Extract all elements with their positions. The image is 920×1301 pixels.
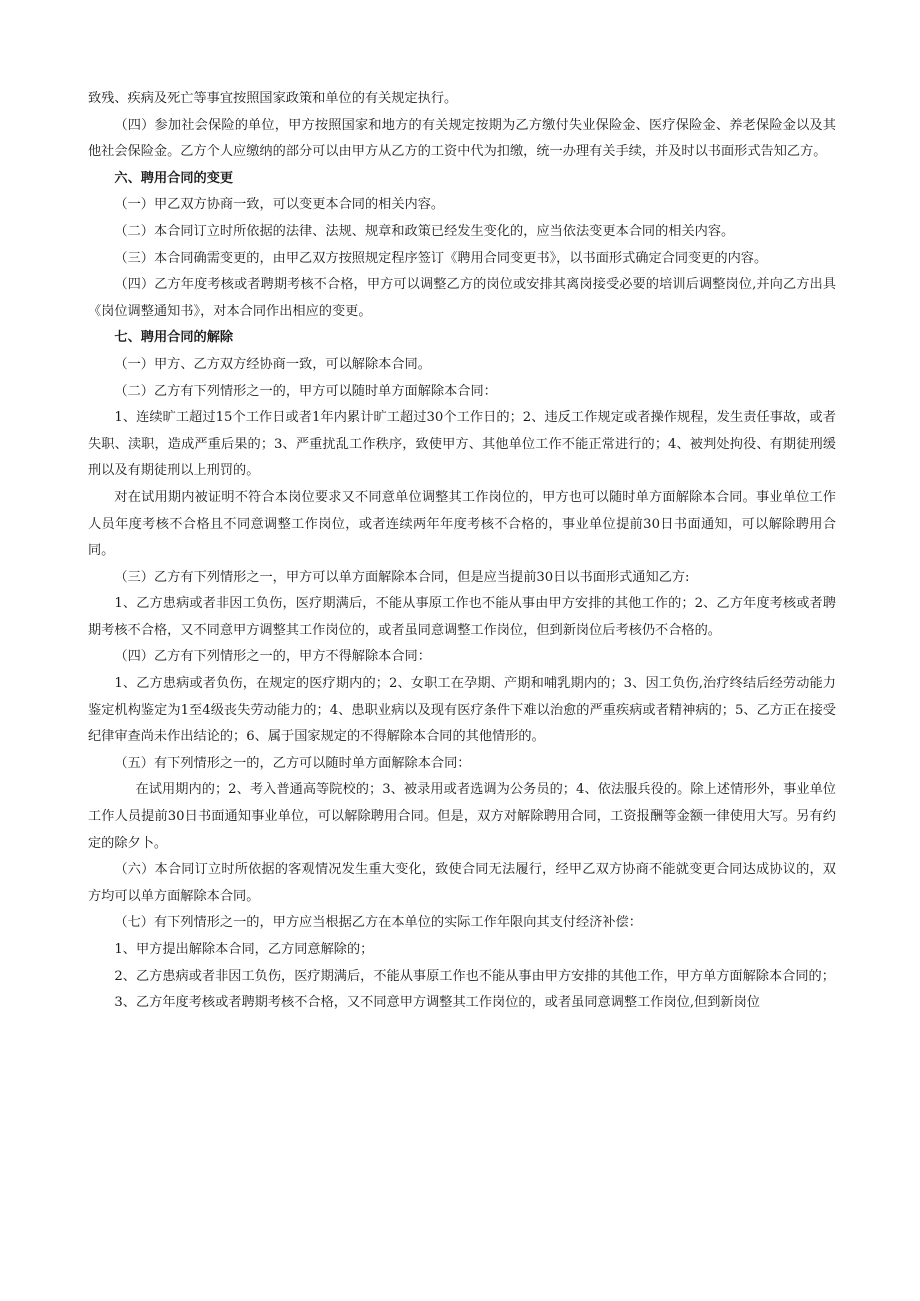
section-heading-contract-change: 六、聘用合同的变更 [114, 170, 234, 186]
paragraph-termination-6: （六）本合同订立时所依据的客观情况发生重大变化，致使合同无法履行，经甲乙双方协商不能就变更合同达成协议的，双方均可以单方面解除本合同。 [88, 862, 836, 904]
paragraph-termination-3: （三）乙方有下列情形之一，甲方可以单方面解除本合同，但是应当提前30日以书面形式通知乙方: [114, 569, 690, 585]
paragraph-change-4: （四）乙方年度考核或者聘期考核不合格，甲方可以调整乙方的岗位或安排其离岗接受必要的培训后调整岗位,并向乙方出具《岗位调整通知书》，对本合同作出相应的变更。 [88, 277, 836, 319]
paragraph-compensation-1: 1、甲方提出解除本合同，乙方同意解除的； [114, 942, 374, 957]
paragraph-termination-7: （七）有下列情形之一的，甲方应当根据乙方在本单位的实际工作年限向其支付经济补偿： [114, 915, 642, 931]
document-page [88, 86, 836, 1017]
paragraph-change-3: （三）本合同确需变更的，由甲乙双方按照规定程序签订《聘用合同变更书》，以书面形式确定合同变更的内容。 [114, 250, 768, 266]
paragraph-termination-2: （二）乙方有下列情形之一的，甲方可以随时单方面解除本合同： [114, 383, 497, 399]
paragraph-continuation: 致残、疾病及死亡等事宜按照国家政策和单位的有关规定执行。 [88, 91, 458, 106]
paragraph-termination-5-items: 在试用期内的；2、考入普通高等院校的；3、被录用或者选调为公务员的；4、依法服兵役的。除上述情形外，事业单位工作人员提前30日书面通知事业单位，可以解除聘用合同。但是，双方对解除聘用合同，工资报酬等金额一律使用大写。另有约定的除夕卜。 [88, 782, 836, 851]
paragraph-termination-5: （五）有下列情形之一的，乙方可以随时单方面解除本合同： [114, 755, 471, 771]
paragraph-termination-1: （一）甲方、乙方双方经协商一致，可以解除本合同。 [114, 356, 431, 372]
section-heading-contract-termination: 七、聘用合同的解除 [114, 330, 234, 346]
paragraph-termination-3-items: 1、乙方患病或者非因工负伤，医疗期满后，不能从事原工作也不能从事由甲方安排的其他工作的；2、乙方年度考核或者聘期考核不合格，又不同意甲方调整其工作岗位的，或者虽同意调整工作岗位，但到新岗位后考核仍不合格的。 [88, 596, 836, 638]
paragraph-termination-4-items: 1、乙方患病或者负伤，在规定的医疗期内的；2、女职工在孕期、产期和哺乳期内的；3、因工负伤,治疗终结后经劳动能力鉴定机构鉴定为1至4级丧失劳动能力的；4、患职业病以及现有医疗条件下难以治愈的严重疾病或者精神病的；5、乙方正在接受纪律审查尚未作出结论的；6、属于国家规定的不得解除本合同的其他情形的。 [88, 676, 836, 745]
paragraph-social-insurance: （四）参加社会保险的单位，甲方按照国家和地方的有关规定按期为乙方缴付失业保险金、医疗保险金、养老保险金以及其他社会保险金。乙方个人应缴纳的部分可以由甲方从乙方的工资中代为扣缴，统一办理有关手续，并及时以书面形式告知乙方。 [88, 117, 836, 160]
paragraph-change-1: （一）甲乙双方协商一致，可以变更本合同的相关内容。 [114, 197, 445, 213]
paragraph-compensation-3: 3、乙方年度考核或者聘期考核不合格，又不同意甲方调整其工作岗位的，或者虽同意调整工作岗位,但到新岗位 [114, 995, 760, 1011]
paragraph-compensation-2: 2、乙方患病或者非因工负伤，医疗期满后，不能从事原工作也不能从事由甲方安排的其他工作，甲方单方面解除本合同的； [114, 968, 835, 984]
paragraph-termination-2-items: 1、连续旷工超过15个工作日或者1年内累计旷工超过30个工作日的；2、违反工作规定或者操作规程，发生责任事故，或者失职、渎职，造成严重后果的；3、严重扰乱工作秩序，致使甲方、其他单位工作不能正常进行的；4、被判处拘役、有期徒刑缓刑以及有期徒刑以上刑罚的。 [88, 410, 836, 479]
paragraph-change-2: （二）本合同订立时所依据的法律、法规、规章和政策已经发生变化的，应当依法变更本合同的相关内容。 [114, 223, 735, 239]
paragraph-termination-4: （四）乙方有下列情形之一的，甲方不得解除本合同： [114, 649, 431, 665]
paragraph-probation: 对在试用期内被证明不符合本岗位要求又不同意单位调整其工作岗位的，甲方也可以随时单方面解除本合同。事业单位工作人员年度考核不合格且不同意调整工作岗位，或者连续两年年度考核不合格的，事业单位提前30日书面通知，可以解除聘用合同。 [88, 489, 836, 559]
